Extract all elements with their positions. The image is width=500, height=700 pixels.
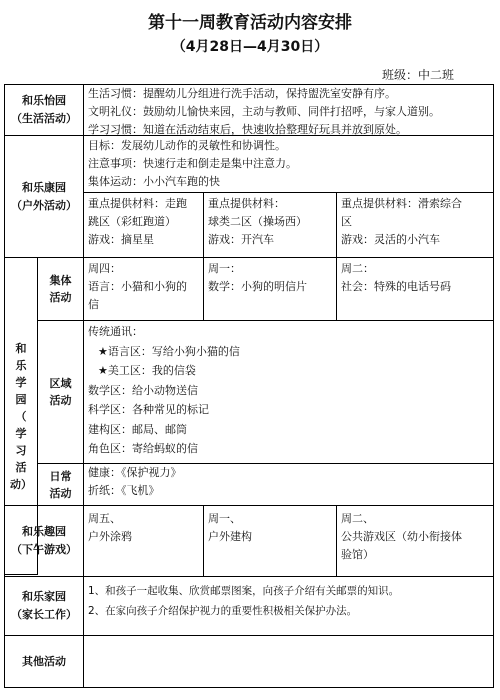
area-activity-line: ★美工区：我的信袋	[98, 364, 196, 377]
area-activity-label	[37, 320, 84, 464]
daily-activity-label	[37, 463, 84, 506]
other-content	[83, 635, 494, 688]
afternoon-text: 周五、	[88, 512, 121, 525]
daily-activity-label-text: 活动	[49, 486, 72, 500]
family-subname: （家长工作）	[11, 608, 77, 621]
group-activity-col-1	[83, 257, 204, 321]
group-activity-text: 数学：小狗的明信片	[208, 280, 307, 293]
group-activity-label-text: 活动	[49, 291, 72, 304]
afternoon-section-header	[4, 505, 84, 577]
afternoon-name: 和乐趣园	[22, 525, 66, 538]
family-line: 2、在家向孩子介绍保护视力的重要性积极相关保护办法。	[88, 605, 358, 617]
learning-name-char: 和	[15, 341, 27, 355]
area-activity-label-text: 区域	[49, 377, 72, 390]
area-activity-line: 角色区：寄给蚂蚁的信	[88, 442, 198, 455]
learning-name-char: 动）	[10, 477, 32, 491]
area-activity-line: 传统通讯：	[88, 325, 143, 338]
area-activity-label-text: 活动	[49, 394, 72, 407]
learning-name-char: 学	[15, 426, 27, 440]
daily-activity-line: 健康：《保护视力》	[88, 466, 182, 479]
life-line: 生活习惯：提醒幼儿分组进行洗手活动，保持盥洗室安静有序。	[88, 87, 396, 100]
afternoon-text: 周二、	[341, 512, 374, 525]
outdoor-subname: （户外活动）	[11, 198, 77, 212]
afternoon-text: 户外涂鸦	[88, 530, 132, 543]
afternoon-col-1	[83, 505, 204, 577]
group-activity-text: 周四：	[88, 262, 121, 275]
group-activity-label	[37, 257, 84, 321]
outdoor-goal: 目标：发展幼儿动作的灵敏性和协调性。	[88, 139, 286, 152]
group-activity-text: 语言：小猫和小狗的	[88, 280, 187, 293]
daily-activity-line: 折纸：《飞机》	[88, 484, 160, 497]
outdoor-col-text: 球类二区（操场西）	[208, 215, 307, 228]
life-subname: （生活活动）	[11, 112, 77, 125]
life-line: 文明礼仪：鼓励幼儿愉快来园，主动与教师、同伴打招呼，与家人道别。	[88, 105, 440, 118]
group-activity-col-3	[336, 257, 494, 321]
outdoor-col-2	[203, 192, 337, 258]
group-activity-text: 周二：	[341, 262, 374, 275]
afternoon-text: 周一、	[208, 512, 241, 525]
afternoon-col-3	[336, 505, 494, 577]
family-section-header	[4, 576, 84, 636]
group-activity-label-text: 集体	[49, 274, 72, 287]
area-activity-content	[83, 320, 494, 464]
page-title: 第十一周教育活动内容安排	[148, 13, 352, 33]
learning-name-char: 乐	[15, 358, 27, 372]
afternoon-text: 验馆）	[341, 548, 374, 561]
afternoon-col-2	[203, 505, 337, 577]
afternoon-text: 公共游戏区（幼小衔接体	[341, 530, 462, 543]
outdoor-col-3	[336, 192, 494, 258]
area-activity-line: 数学区：给小动物送信	[88, 383, 198, 397]
outdoor-name: 和乐康园	[22, 180, 66, 194]
class-label: 班级：中二班	[382, 68, 455, 82]
other-name: 其他活动	[22, 654, 66, 668]
outdoor-col-text: 重点提供材料：走跑	[88, 197, 187, 210]
outdoor-col-text: 游戏：摘星星	[88, 233, 154, 246]
outdoor-section-header	[4, 135, 84, 258]
daily-activity-label-text: 日常	[49, 469, 72, 483]
life-line: 学习习惯：知道在活动结束后，快速收拾整理好玩具并放到原处。	[88, 123, 407, 136]
area-activity-line: 建构区：邮局、邮筒	[88, 422, 187, 436]
date-range: （4月28日—4月30日）	[171, 39, 329, 55]
daily-activity-content	[83, 463, 494, 506]
family-name: 和乐家园	[22, 590, 66, 603]
learning-name-char: 习	[15, 443, 27, 457]
outdoor-col-text: 区	[341, 215, 352, 228]
family-line: 1、和孩子一起收集、欣赏邮票图案，向孩子介绍有关邮票的知识。	[88, 585, 400, 597]
group-activity-col-2	[203, 257, 337, 321]
outdoor-group-sport: 集体运动：小小汽车跑的快	[88, 175, 220, 188]
area-activity-line: 科学区：各种常见的标记	[88, 403, 209, 416]
outdoor-col-text: 游戏：开汽车	[208, 233, 274, 246]
outdoor-col-1	[83, 192, 204, 258]
life-content	[83, 84, 494, 136]
learning-name-char: 学	[15, 375, 27, 389]
life-section-header	[4, 84, 84, 136]
outdoor-col-text: 跳区（彩虹跑道）	[88, 215, 176, 228]
outdoor-note: 注意事项：快速行走和倒走是集中注意力。	[88, 157, 297, 170]
outdoor-col-text: 重点提供材料：	[208, 197, 285, 210]
group-activity-text: 信	[88, 298, 99, 311]
group-activity-text: 周一：	[208, 262, 241, 275]
afternoon-subname: （下午游戏）	[11, 543, 77, 556]
life-name: 和乐怡园	[22, 94, 66, 107]
learning-name-char: 园	[15, 392, 27, 406]
schedule-table	[4, 84, 494, 688]
other-section-header	[4, 635, 84, 688]
learning-name-char: 活	[15, 460, 27, 474]
outdoor-col-text: 重点提供材料：滑索综合	[341, 197, 462, 210]
area-activity-line: ★语言区：写给小狗小猫的信	[98, 344, 240, 358]
family-content	[83, 576, 494, 636]
afternoon-text: 户外建构	[208, 530, 252, 543]
learning-name-char: （	[15, 409, 27, 423]
outdoor-col-text: 游戏：灵活的小汽车	[341, 233, 440, 246]
outdoor-goal-block	[83, 135, 494, 193]
group-activity-text: 社会：特殊的电话号码	[341, 280, 451, 293]
